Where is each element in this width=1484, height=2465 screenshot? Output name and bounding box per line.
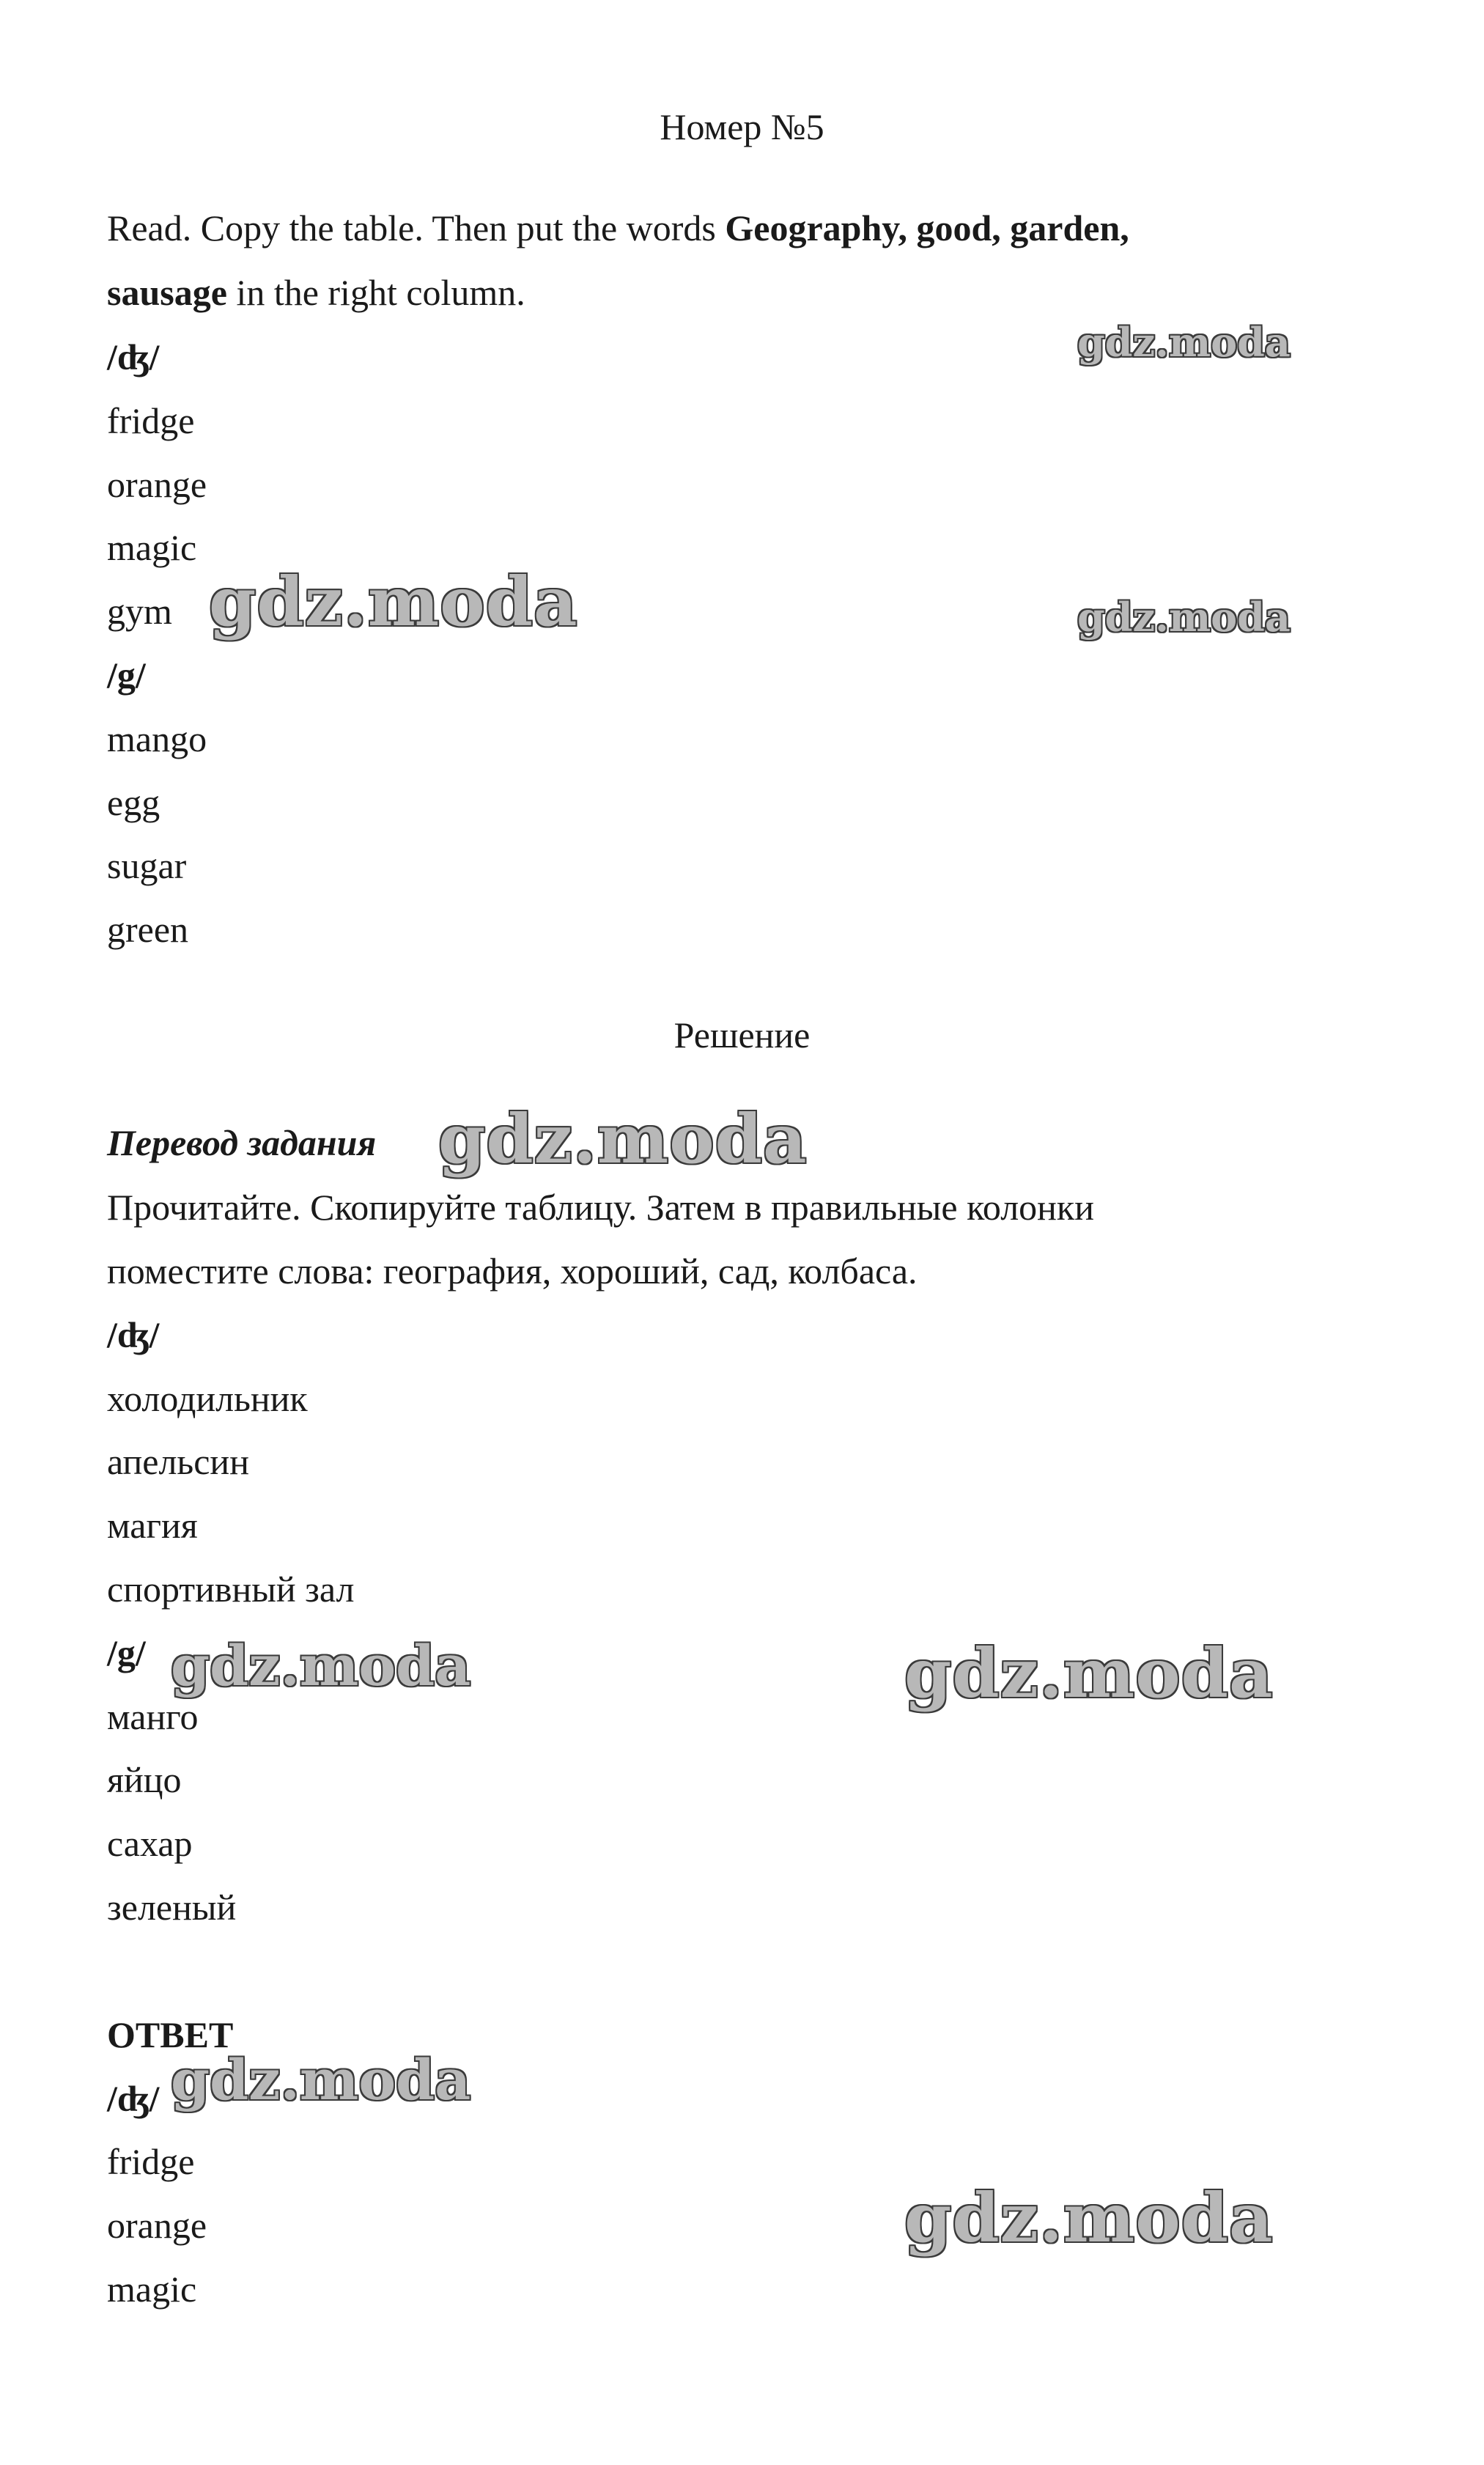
solution-col1-word: магия (107, 1505, 198, 1546)
task-instruction-line2 (107, 274, 525, 311)
answer-col1-word: magic (107, 2269, 197, 2310)
watermark: gdz.moda (171, 2047, 471, 2112)
task-col2-word: green (107, 909, 189, 950)
watermark: gdz.moda (438, 1099, 808, 1179)
task-instruction-line1 (107, 207, 1129, 248)
solution-col2-word: яйцо (107, 1759, 182, 1800)
task-bold-words: Geography, good, garden, (725, 207, 1129, 248)
solution-col1-word: апельсин (107, 1441, 249, 1482)
task-col1-word: magic (107, 527, 197, 568)
task-bold-words-2: sausage (107, 272, 227, 313)
task-col1-word: orange (107, 464, 207, 505)
solution-col2-word: зеленый (107, 1887, 237, 1928)
translation-line1: Прочитайте. Скопируйте таблицу. Затем в правильные колонки (107, 1187, 1094, 1228)
answer-col1-heading: /ʤ/ (107, 2078, 160, 2119)
page-title: Номер №5 (660, 106, 824, 147)
solution-col1-heading: /ʤ/ (107, 1314, 160, 1355)
watermark: gdz.moda (904, 1634, 1274, 1713)
task-text-end: in the right column. (226, 272, 525, 313)
translation-label: Перевод задания (107, 1122, 377, 1163)
watermark: gdz.moda (209, 562, 578, 641)
solution-col2-heading: /g/ (107, 1632, 146, 1673)
answer-col1-word: orange (107, 2205, 207, 2246)
solution-col1-word: холодильник (107, 1378, 308, 1419)
answer-col1-word: fridge (107, 2141, 195, 2182)
solution-col1-word: спортивный зал (107, 1569, 355, 1610)
task-col2-word: mango (107, 718, 207, 759)
task-col2-heading: /g/ (107, 655, 146, 696)
watermark: gdz.moda (1077, 594, 1291, 641)
task-col1-word: fridge (107, 400, 195, 441)
watermark: gdz.moda (904, 2178, 1274, 2258)
answer-heading: ОТВЕТ (107, 2014, 234, 2055)
task-text-start: Read. Copy the table. Then put the words (107, 207, 726, 248)
watermark: gdz.moda (1077, 319, 1291, 366)
task-col1-heading: /ʤ/ (107, 336, 160, 377)
solution-col2-word: сахар (107, 1823, 193, 1864)
solution-col2-word: манго (107, 1696, 199, 1737)
translation-line2: поместите слова: география, хороший, сад, колбаса. (107, 1250, 918, 1292)
solution-heading: Решение (673, 1014, 811, 1055)
watermark: gdz.moda (171, 1633, 471, 1698)
task-col2-word: egg (107, 782, 160, 823)
task-col1-word: gym (107, 591, 172, 632)
task-col2-word: sugar (107, 845, 187, 886)
